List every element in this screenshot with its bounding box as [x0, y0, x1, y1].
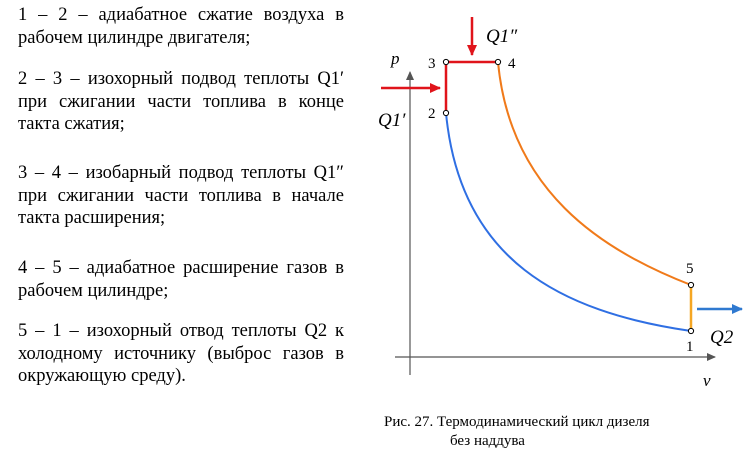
v-axis-label: v [703, 371, 711, 390]
point-4-label: 4 [508, 56, 516, 72]
process-3-4-description: 3 – 4 – изобарный подвод теплоты Q1″ при сжигании части топлива в начале такта расширения; [18, 163, 344, 228]
process-2-3-description: 2 – 3 – изохорный подвод теплоты Q1′ при сжигании части топлива в конце такта сжатия; [18, 69, 344, 134]
process-5-1-description: 5 – 1 – изохорный отвод теплоты Q2 к холодному источнику (выброс газов в окружающую среду). [18, 321, 344, 386]
point-1-label: 1 [686, 339, 694, 355]
caption-line-1: Рис. 27. Термодинамический цикл дизеля [384, 414, 650, 430]
point-3-label: 3 [428, 56, 436, 72]
q1-double-prime-label: Q1″ [486, 26, 518, 47]
q2-label: Q2 [710, 327, 734, 348]
p-axis-label: p [391, 49, 400, 68]
figure-caption [384, 413, 734, 451]
point-2-marker [443, 110, 448, 115]
process-4-5-description: 4 – 5 – адиабатное расширение газов в рабочем цилиндре; [18, 258, 344, 301]
point-5-marker [688, 282, 693, 287]
point-4-marker [495, 59, 500, 64]
point-3-marker [443, 59, 448, 64]
point-2-label: 2 [428, 106, 436, 122]
point-1-marker [688, 328, 693, 333]
expansion-curve-4-5 [498, 62, 691, 285]
point-5-label: 5 [686, 261, 694, 277]
compression-curve-1-2 [446, 113, 691, 331]
q1-prime-label: Q1′ [378, 110, 406, 131]
caption-line-2: без наддува [450, 433, 525, 449]
process-1-2-description: 1 – 2 – адиабатное сжатие воздуха в рабочем цилиндре двигателя; [18, 5, 344, 48]
